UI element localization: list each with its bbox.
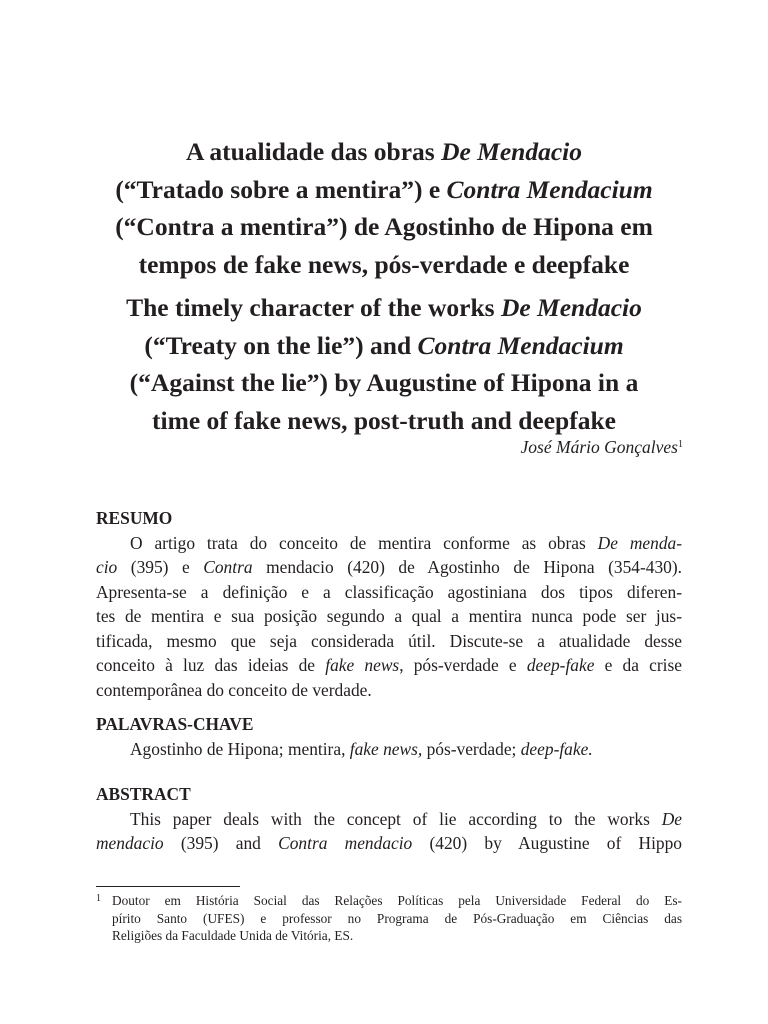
resumo-line: conceito à luz das ideias de fake news, pós-verdade e deep-fake e da crise [96, 655, 682, 675]
title-en-line-3: (“Against the lie”) by Augustine of Hipona in a [129, 368, 639, 397]
abstract-heading: ABSTRACT [96, 784, 191, 804]
title-portuguese [80, 133, 688, 283]
resumo-section [96, 506, 682, 702]
footnote-line: Doutor em História Social das Relações Políticas pela Universidade Federal do Es- [112, 893, 682, 908]
footnote-divider [96, 886, 240, 887]
abstract-line: mendacio (395) and Contra mendacio (420) by Augustine of Hippo [96, 833, 683, 853]
title-pt-line-3: (“Contra a mentira”) de Agostinho de Hipona em [115, 212, 653, 241]
resumo-line: tes de mentira e sua posição segundo a qual a mentira nunca pode ser jus- [96, 606, 682, 626]
resumo-heading: RESUMO [96, 508, 173, 528]
keywords-heading: PALAVRAS-CHAVE [96, 714, 254, 734]
resumo-line: tificada, mesmo que seja considerada útil. Discute-se a atualidade desse [96, 630, 682, 651]
resumo-line: contemporânea do conceito de verdade. [96, 679, 372, 700]
resumo-line: O artigo trata do conceito de mentira conforme as obras De menda- [130, 532, 683, 553]
title-pt-line-1: A atualidade das obras De Mendacio [186, 137, 582, 166]
author-footnote-mark: 1 [678, 439, 683, 450]
title-block [80, 133, 688, 439]
footnote [96, 892, 682, 945]
title-en-line-4: time of fake news, post-truth and deepfake [152, 405, 616, 435]
keywords-list: Agostinho de Hipona; mentira, fake news, pós-verdade; deep-fake. [130, 738, 593, 759]
author-name: José Mário Gonçalves [520, 437, 678, 457]
footnote-line: pírito Santo (UFES) e professor no Programa de Pós-Graduação em Ciências das [112, 910, 682, 926]
title-pt-line-4: tempos de fake news, pós-verdade e deepfake [138, 249, 630, 279]
resumo-line: cio (395) e Contra mendacio (420) de Agostinho de Hipona (354-430). [96, 557, 682, 577]
resumo-line: Apresenta-se a definição e a classificação agostiniana dos tipos diferen- [96, 581, 682, 602]
abstract-line: This paper deals with the concept of lie according to the works De [130, 808, 682, 829]
title-english [80, 289, 688, 439]
title-en-line-2: (“Treaty on the lie”) and Contra Mendacium [144, 330, 624, 360]
abstract-section [96, 782, 682, 856]
author [521, 437, 683, 458]
title-pt-line-2: (“Tratado sobre a mentira”) e Contra Mendacium [115, 174, 653, 204]
footnote-mark: 1 [96, 893, 101, 904]
keywords-section [96, 712, 682, 761]
footnote-line: Religiões da Faculdade Unida de Vitória, ES. [112, 928, 354, 944]
title-en-line-1: The timely character of the works De Mendacio [126, 293, 642, 322]
